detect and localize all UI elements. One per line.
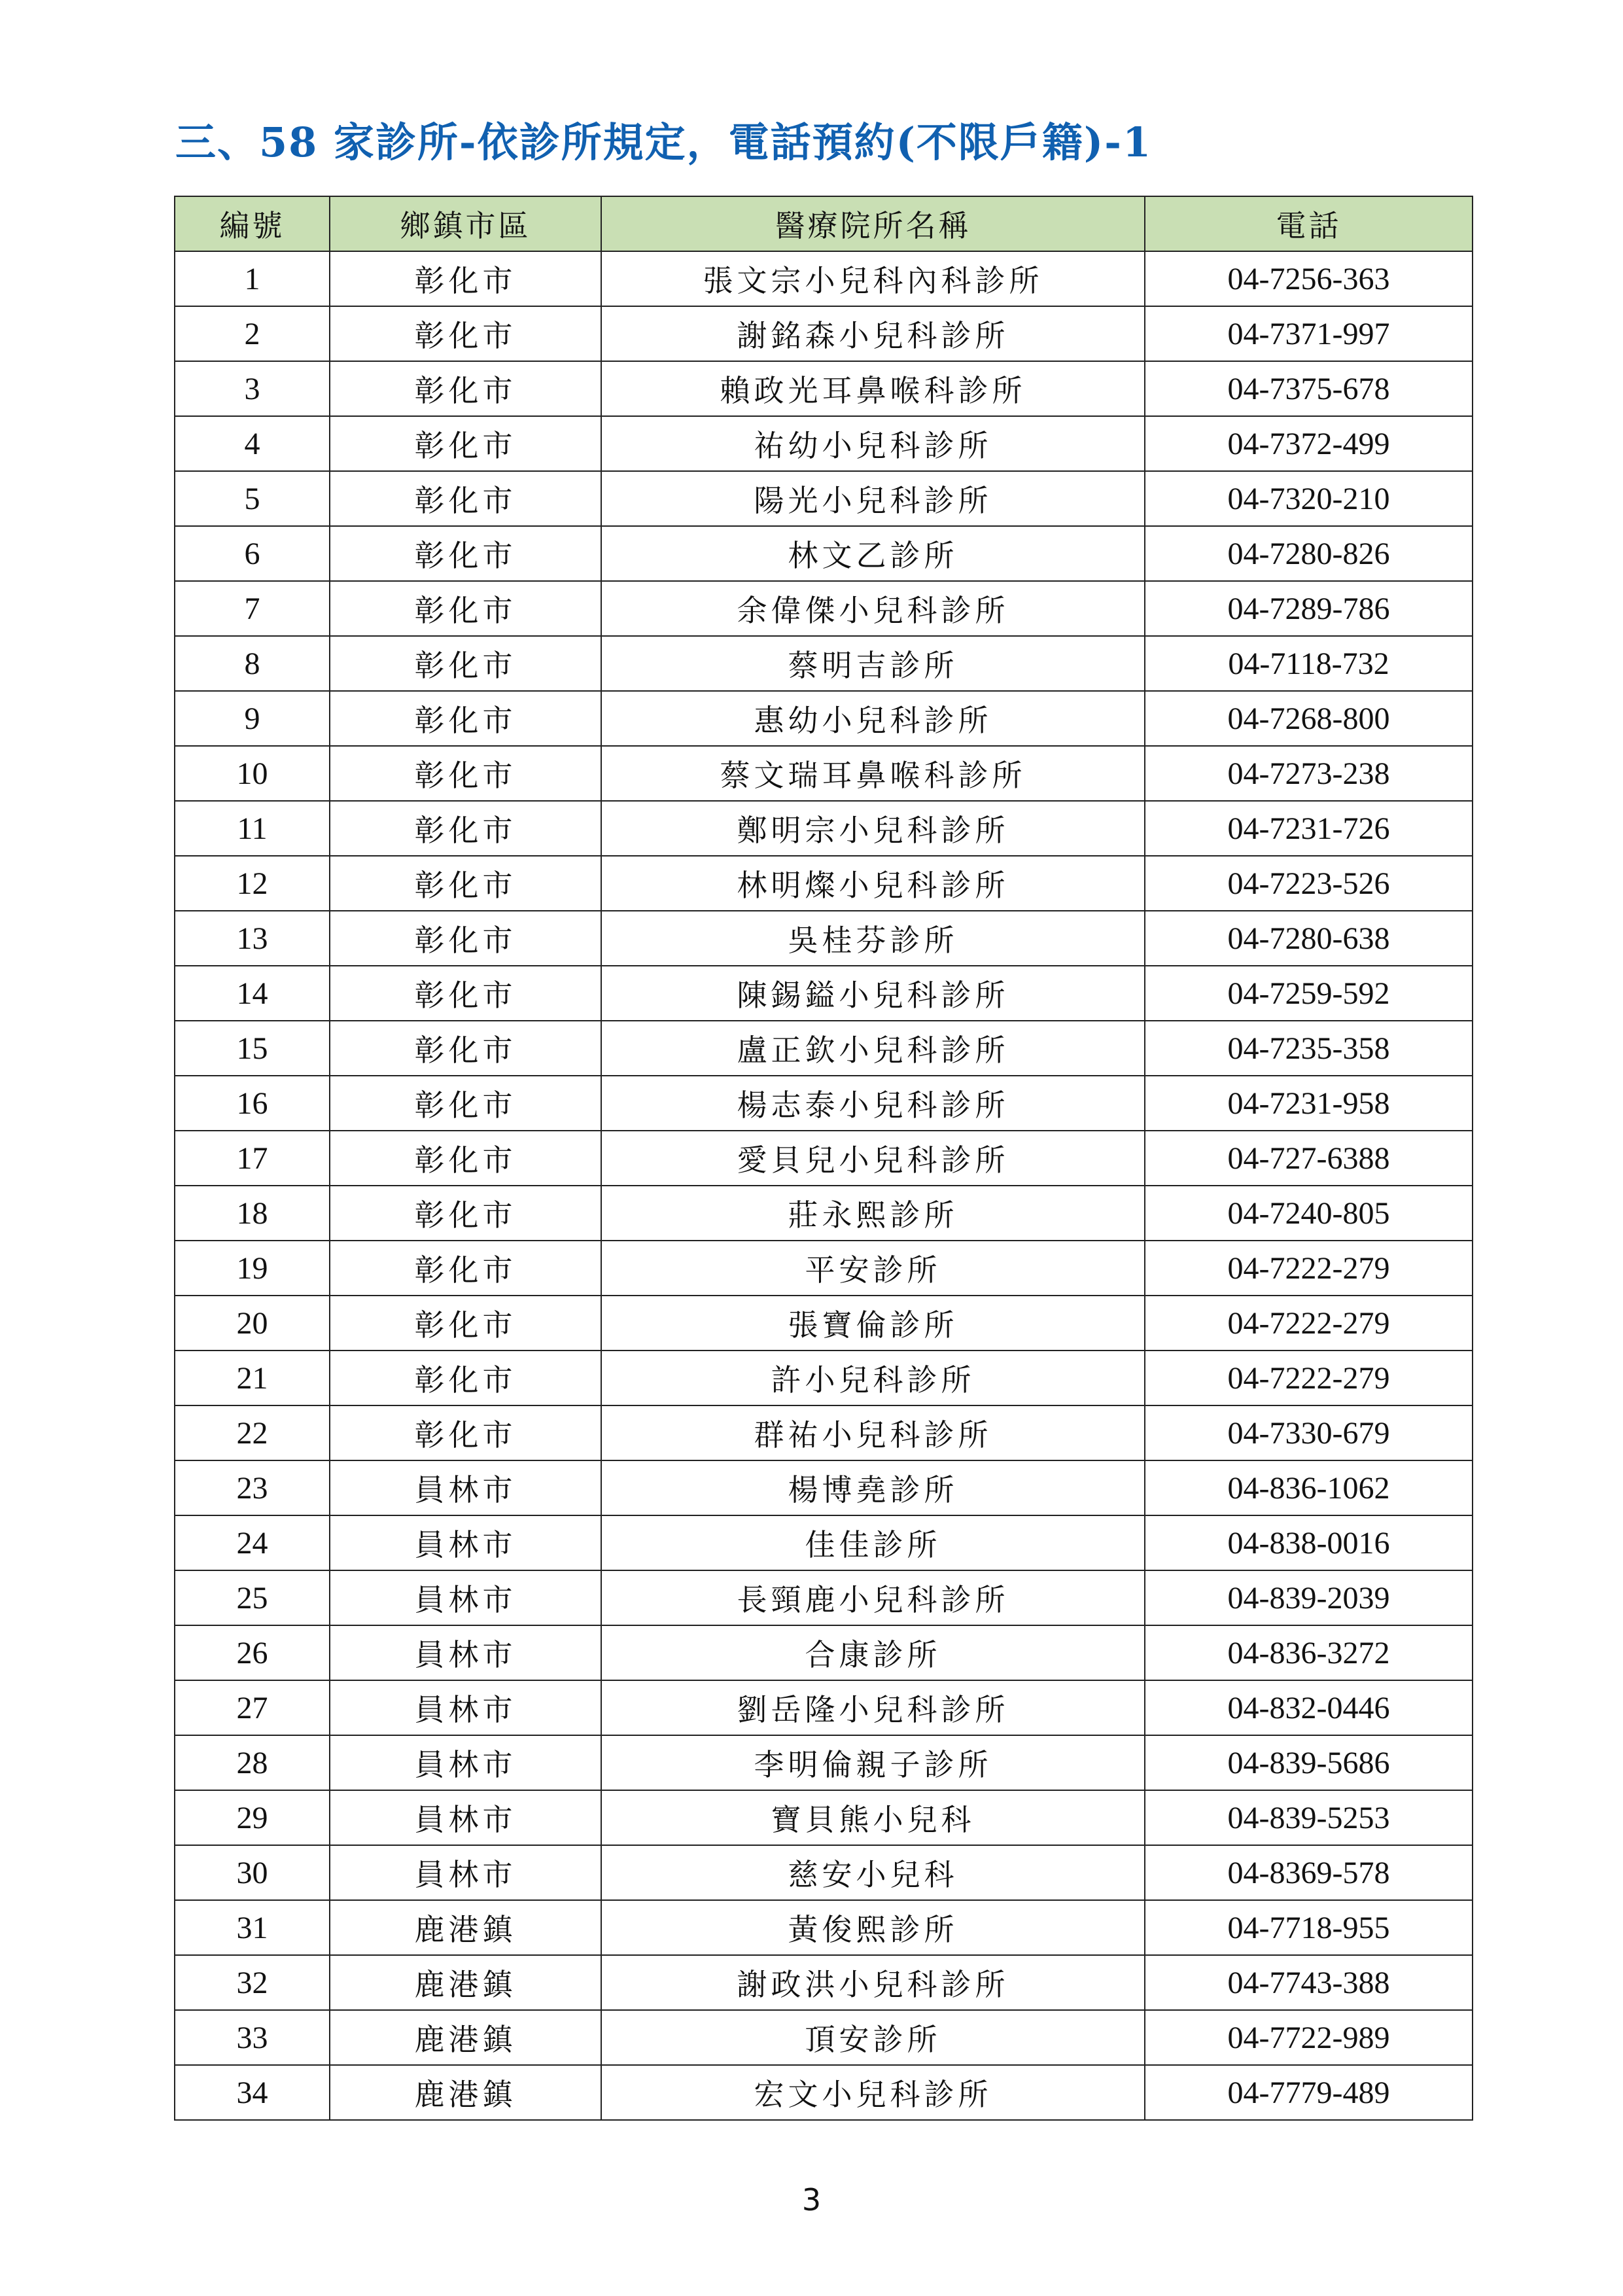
- cell-clinic-name: 平安診所: [601, 1241, 1145, 1296]
- cell-number: 11: [175, 801, 330, 856]
- cell-phone: 04-7273-238: [1145, 746, 1473, 801]
- cell-number: 33: [175, 2010, 330, 2065]
- cell-clinic-name: 慈安小兒科: [601, 1845, 1145, 1900]
- cell-clinic-name: 楊志泰小兒科診所: [601, 1076, 1145, 1131]
- cell-clinic-name: 黃俊熙診所: [601, 1900, 1145, 1955]
- cell-clinic-name: 李明倫親子診所: [601, 1735, 1145, 1790]
- table-row: [175, 2010, 1473, 2065]
- header-number: 編號: [175, 196, 330, 251]
- cell-clinic-name: 張寶倫診所: [601, 1296, 1145, 1351]
- cell-number: 10: [175, 746, 330, 801]
- cell-district: 彰化市: [330, 1186, 601, 1241]
- table-row: [175, 1296, 1473, 1351]
- cell-phone: 04-836-3272: [1145, 1625, 1473, 1680]
- table-row: [175, 1351, 1473, 1405]
- table-row: [175, 1790, 1473, 1845]
- cell-phone: 04-7779-489: [1145, 2065, 1473, 2120]
- cell-district: 彰化市: [330, 471, 601, 526]
- cell-clinic-name: 祐幼小兒科診所: [601, 416, 1145, 471]
- cell-number: 34: [175, 2065, 330, 2120]
- cell-district: 彰化市: [330, 856, 601, 911]
- table-row: [175, 1735, 1473, 1790]
- cell-clinic-name: 群祐小兒科診所: [601, 1405, 1145, 1460]
- cell-district: 彰化市: [330, 1296, 601, 1351]
- cell-clinic-name: 賴政光耳鼻喉科診所: [601, 361, 1145, 416]
- cell-phone: 04-7375-678: [1145, 361, 1473, 416]
- cell-number: 8: [175, 636, 330, 691]
- cell-number: 26: [175, 1625, 330, 1680]
- table-row: [175, 1076, 1473, 1131]
- cell-clinic-name: 吳桂芬診所: [601, 911, 1145, 966]
- cell-clinic-name: 林明燦小兒科診所: [601, 856, 1145, 911]
- cell-phone: 04-7330-679: [1145, 1405, 1473, 1460]
- cell-phone: 04-7280-638: [1145, 911, 1473, 966]
- table-row: [175, 416, 1473, 471]
- cell-district: 員林市: [330, 1570, 601, 1625]
- header-district: 鄉鎮市區: [330, 196, 601, 251]
- cell-number: 21: [175, 1351, 330, 1405]
- cell-district: 彰化市: [330, 911, 601, 966]
- cell-clinic-name: 謝政洪小兒科診所: [601, 1955, 1145, 2010]
- table-row: [175, 1955, 1473, 2010]
- cell-district: 鹿港鎮: [330, 2065, 601, 2120]
- cell-district: 彰化市: [330, 416, 601, 471]
- cell-phone: 04-839-2039: [1145, 1570, 1473, 1625]
- cell-phone: 04-7231-958: [1145, 1076, 1473, 1131]
- cell-district: 鹿港鎮: [330, 1900, 601, 1955]
- cell-district: 彰化市: [330, 1131, 601, 1186]
- cell-clinic-name: 莊永熙診所: [601, 1186, 1145, 1241]
- cell-district: 彰化市: [330, 581, 601, 636]
- table-row: [175, 636, 1473, 691]
- cell-phone: 04-7371-997: [1145, 306, 1473, 361]
- cell-clinic-name: 劉岳隆小兒科診所: [601, 1680, 1145, 1735]
- cell-district: 彰化市: [330, 251, 601, 306]
- cell-district: 彰化市: [330, 746, 601, 801]
- page-number: 3: [801, 2182, 822, 2217]
- table-row: [175, 361, 1473, 416]
- table-row: [175, 911, 1473, 966]
- cell-phone: 04-7289-786: [1145, 581, 1473, 636]
- cell-district: 彰化市: [330, 1076, 601, 1131]
- cell-number: 2: [175, 306, 330, 361]
- cell-clinic-name: 楊博堯診所: [601, 1460, 1145, 1515]
- cell-district: 彰化市: [330, 636, 601, 691]
- cell-district: 員林市: [330, 1845, 601, 1900]
- cell-clinic-name: 頂安診所: [601, 2010, 1145, 2065]
- cell-number: 6: [175, 526, 330, 581]
- cell-number: 3: [175, 361, 330, 416]
- table-row: [175, 306, 1473, 361]
- table-row: [175, 746, 1473, 801]
- cell-clinic-name: 長頸鹿小兒科診所: [601, 1570, 1145, 1625]
- cell-district: 彰化市: [330, 361, 601, 416]
- cell-phone: 04-7259-592: [1145, 966, 1473, 1021]
- cell-clinic-name: 惠幼小兒科診所: [601, 691, 1145, 746]
- cell-phone: 04-7223-526: [1145, 856, 1473, 911]
- cell-phone: 04-7280-826: [1145, 526, 1473, 581]
- cell-number: 1: [175, 251, 330, 306]
- cell-number: 20: [175, 1296, 330, 1351]
- cell-clinic-name: 謝銘森小兒科診所: [601, 306, 1145, 361]
- cell-phone: 04-7256-363: [1145, 251, 1473, 306]
- cell-district: 彰化市: [330, 526, 601, 581]
- cell-phone: 04-839-5686: [1145, 1735, 1473, 1790]
- cell-district: 鹿港鎮: [330, 2010, 601, 2065]
- cell-phone: 04-7222-279: [1145, 1351, 1473, 1405]
- cell-phone: 04-7235-358: [1145, 1021, 1473, 1076]
- table-row: [175, 1021, 1473, 1076]
- table-row: [175, 1131, 1473, 1186]
- cell-clinic-name: 蔡文瑞耳鼻喉科診所: [601, 746, 1145, 801]
- cell-number: 28: [175, 1735, 330, 1790]
- cell-number: 14: [175, 966, 330, 1021]
- cell-phone: 04-836-1062: [1145, 1460, 1473, 1515]
- cell-district: 員林市: [330, 1680, 601, 1735]
- cell-number: 23: [175, 1460, 330, 1515]
- table-row: [175, 856, 1473, 911]
- cell-number: 24: [175, 1515, 330, 1570]
- cell-district: 員林市: [330, 1735, 601, 1790]
- cell-district: 彰化市: [330, 801, 601, 856]
- cell-number: 22: [175, 1405, 330, 1460]
- table-row: [175, 581, 1473, 636]
- cell-clinic-name: 陳錫鎰小兒科診所: [601, 966, 1145, 1021]
- cell-clinic-name: 宏文小兒科診所: [601, 2065, 1145, 2120]
- cell-district: 彰化市: [330, 306, 601, 361]
- cell-district: 員林市: [330, 1790, 601, 1845]
- cell-phone: 04-7222-279: [1145, 1241, 1473, 1296]
- cell-clinic-name: 寶貝熊小兒科: [601, 1790, 1145, 1845]
- cell-phone: 04-7240-805: [1145, 1186, 1473, 1241]
- cell-phone: 04-7718-955: [1145, 1900, 1473, 1955]
- table-row: [175, 1625, 1473, 1680]
- table-row: [175, 1186, 1473, 1241]
- page-title: 三、58 家診所-依診所規定，電話預約(不限戶籍)-1: [175, 118, 1153, 166]
- cell-district: 彰化市: [330, 1405, 601, 1460]
- cell-number: 17: [175, 1131, 330, 1186]
- cell-clinic-name: 許小兒科診所: [601, 1351, 1145, 1405]
- table-row: [175, 1570, 1473, 1625]
- table-row: [175, 1515, 1473, 1570]
- cell-number: 30: [175, 1845, 330, 1900]
- cell-clinic-name: 林文乙診所: [601, 526, 1145, 581]
- cell-number: 19: [175, 1241, 330, 1296]
- cell-district: 彰化市: [330, 1241, 601, 1296]
- cell-district: 彰化市: [330, 1021, 601, 1076]
- cell-number: 7: [175, 581, 330, 636]
- table-header-row: [175, 196, 1473, 251]
- cell-clinic-name: 愛貝兒小兒科診所: [601, 1131, 1145, 1186]
- table-row: [175, 471, 1473, 526]
- cell-phone: 04-7118-732: [1145, 636, 1473, 691]
- cell-phone: 04-7268-800: [1145, 691, 1473, 746]
- cell-phone: 04-7722-989: [1145, 2010, 1473, 2065]
- cell-clinic-name: 陽光小兒科診所: [601, 471, 1145, 526]
- table-row: [175, 1460, 1473, 1515]
- cell-district: 員林市: [330, 1515, 601, 1570]
- cell-phone: 04-7372-499: [1145, 416, 1473, 471]
- table-row: [175, 966, 1473, 1021]
- table-row: [175, 2065, 1473, 2120]
- cell-district: 彰化市: [330, 691, 601, 746]
- table-row: [175, 801, 1473, 856]
- cell-district: 彰化市: [330, 966, 601, 1021]
- cell-clinic-name: 蔡明吉診所: [601, 636, 1145, 691]
- cell-number: 15: [175, 1021, 330, 1076]
- table-row: [175, 1845, 1473, 1900]
- table-row: [175, 691, 1473, 746]
- table-body: [175, 251, 1473, 2120]
- cell-number: 18: [175, 1186, 330, 1241]
- cell-district: 員林市: [330, 1460, 601, 1515]
- table-row: [175, 1405, 1473, 1460]
- clinic-table: [174, 196, 1473, 2121]
- cell-number: 27: [175, 1680, 330, 1735]
- header-clinic-name: 醫療院所名稱: [601, 196, 1145, 251]
- cell-number: 31: [175, 1900, 330, 1955]
- cell-clinic-name: 盧正欽小兒科診所: [601, 1021, 1145, 1076]
- cell-number: 29: [175, 1790, 330, 1845]
- table-row: [175, 1241, 1473, 1296]
- cell-clinic-name: 佳佳診所: [601, 1515, 1145, 1570]
- cell-number: 25: [175, 1570, 330, 1625]
- cell-district: 鹿港鎮: [330, 1955, 601, 2010]
- cell-phone: 04-7222-279: [1145, 1296, 1473, 1351]
- cell-phone: 04-7231-726: [1145, 801, 1473, 856]
- cell-district: 員林市: [330, 1625, 601, 1680]
- table-row: [175, 251, 1473, 306]
- cell-phone: 04-832-0446: [1145, 1680, 1473, 1735]
- cell-clinic-name: 合康診所: [601, 1625, 1145, 1680]
- cell-district: 彰化市: [330, 1351, 601, 1405]
- cell-phone: 04-838-0016: [1145, 1515, 1473, 1570]
- cell-number: 12: [175, 856, 330, 911]
- cell-phone: 04-839-5253: [1145, 1790, 1473, 1845]
- cell-number: 9: [175, 691, 330, 746]
- table-row: [175, 1680, 1473, 1735]
- table-row: [175, 1900, 1473, 1955]
- cell-phone: 04-7743-388: [1145, 1955, 1473, 2010]
- table-row: [175, 526, 1473, 581]
- cell-clinic-name: 鄭明宗小兒科診所: [601, 801, 1145, 856]
- cell-phone: 04-727-6388: [1145, 1131, 1473, 1186]
- cell-number: 32: [175, 1955, 330, 2010]
- cell-number: 16: [175, 1076, 330, 1131]
- cell-number: 5: [175, 471, 330, 526]
- cell-clinic-name: 張文宗小兒科內科診所: [601, 251, 1145, 306]
- cell-clinic-name: 余偉傑小兒科診所: [601, 581, 1145, 636]
- cell-phone: 04-7320-210: [1145, 471, 1473, 526]
- cell-number: 13: [175, 911, 330, 966]
- cell-phone: 04-8369-578: [1145, 1845, 1473, 1900]
- cell-number: 4: [175, 416, 330, 471]
- header-phone: 電話: [1145, 196, 1473, 251]
